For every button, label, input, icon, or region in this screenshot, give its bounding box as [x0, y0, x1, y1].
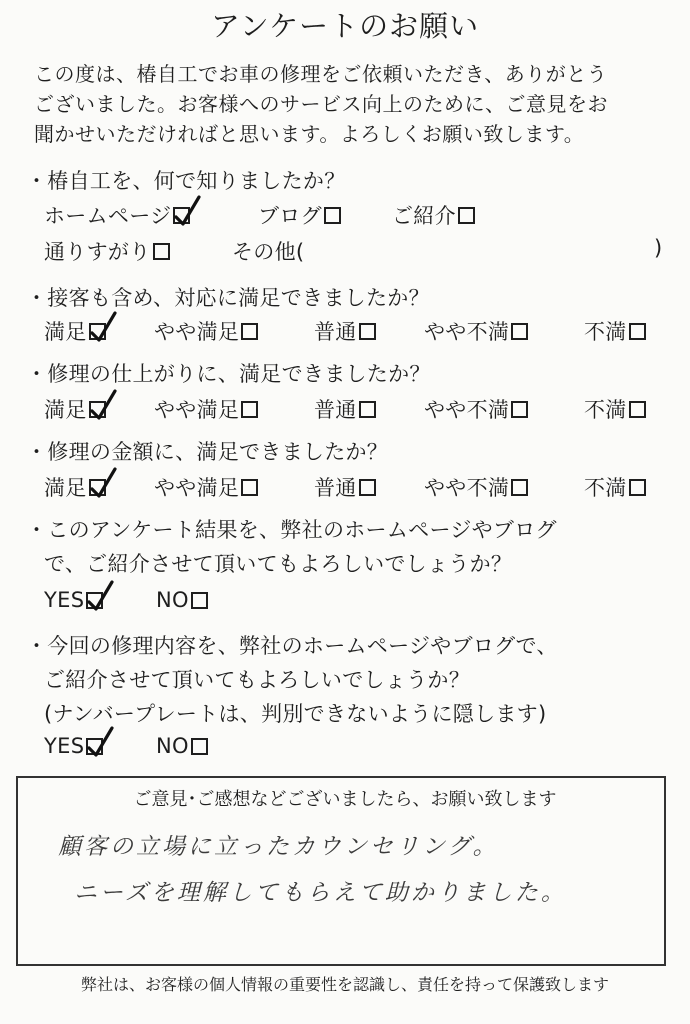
q4-neutral-checkbox[interactable] [359, 479, 376, 496]
q3-neutral-label: 普通 [314, 398, 357, 422]
q1-other-close-paren: ) [654, 236, 663, 260]
q6-option-yes[interactable] [44, 734, 103, 758]
q5-yes-checkbox[interactable] [86, 592, 103, 609]
q5-question-line-2: で、ご紹介させて頂いてもよろしいでしょうか？ [44, 552, 513, 576]
q5-option-no[interactable] [156, 588, 208, 612]
q4-somewhat-satisfied-label: やや満足 [154, 476, 240, 500]
q3-option-dissatisfied[interactable] [584, 394, 646, 424]
q2-option-neutral[interactable] [314, 316, 376, 346]
q2-option-somewhat-dissatisfied[interactable] [424, 316, 528, 346]
q2-question: ・接客も含め、対応に満足できましたか？ [26, 286, 430, 310]
q2-neutral-checkbox[interactable] [359, 323, 376, 340]
privacy-footer: 弊社は、お客様の個人情報の重要性を認識し、責任を持って保護致します [80, 975, 609, 994]
q3-somewhat-dissatisfied-label: やや不満 [424, 398, 510, 422]
checkmark-icon [88, 311, 118, 345]
checkmark-icon [88, 467, 118, 501]
q6-yes-checkbox[interactable] [86, 738, 103, 755]
q1-option-referral[interactable] [392, 200, 475, 230]
q2-option-somewhat-satisfied[interactable] [154, 316, 258, 346]
checkmark-icon [85, 726, 115, 760]
q1-blog-checkbox[interactable] [324, 207, 341, 224]
q6-question-line-3: (ナンバープレートは、判別できないように隠します) [44, 702, 547, 726]
q4-question: ・修理の金額に、満足できましたか？ [26, 440, 389, 464]
q2-option-satisfied[interactable] [44, 316, 106, 346]
page-title: アンケートのお願い [210, 9, 480, 43]
q4-neutral-label: 普通 [314, 476, 357, 500]
q2-options [44, 316, 674, 346]
q4-somewhat-dissatisfied-label: やや不満 [424, 476, 510, 500]
q6-question-line-1: ・今回の修理内容を、弊社のホームページやブログで、 [26, 634, 558, 658]
q3-dissatisfied-checkbox[interactable] [629, 401, 646, 418]
q2-somewhat-satisfied-label: やや満足 [154, 320, 240, 344]
q4-dissatisfied-label: 不満 [584, 476, 627, 500]
checkmark-icon [85, 580, 115, 614]
q2-dissatisfied-label: 不満 [584, 320, 627, 344]
q1-option-passing-by[interactable] [44, 236, 170, 266]
q5-option-yes[interactable] [44, 588, 103, 612]
q1-option-blog-label: ブログ [258, 204, 322, 228]
q5-no-checkbox[interactable] [191, 592, 208, 609]
q5-yes-label: YES [44, 588, 85, 612]
q4-satisfied-checkbox[interactable] [89, 479, 106, 496]
q6-question-line-2: ご紹介させて頂いてもよろしいでしょうか？ [44, 668, 470, 692]
q3-somewhat-satisfied-label: やや満足 [154, 398, 240, 422]
q2-neutral-label: 普通 [314, 320, 357, 344]
q1-question: ・椿自工を、何で知りましたか？ [26, 169, 346, 193]
q4-option-neutral[interactable] [314, 472, 376, 502]
q1-option-passing-by-label: 通りすがり [44, 240, 151, 264]
q4-somewhat-dissatisfied-checkbox[interactable] [511, 479, 528, 496]
q2-option-dissatisfied[interactable] [584, 316, 646, 346]
q6-yes-label: YES [44, 734, 85, 758]
q2-dissatisfied-checkbox[interactable] [629, 323, 646, 340]
q1-option-homepage-label: ホームページ [44, 204, 172, 228]
comment-line-2: ニーズを理解してもらえて助かりました。 [74, 880, 567, 906]
q4-dissatisfied-checkbox[interactable] [629, 479, 646, 496]
q3-options [44, 394, 674, 424]
q3-somewhat-dissatisfied-checkbox[interactable] [511, 401, 528, 418]
q1-option-referral-label: ご紹介 [392, 204, 456, 228]
q4-somewhat-satisfied-checkbox[interactable] [241, 479, 258, 496]
q3-somewhat-satisfied-checkbox[interactable] [241, 401, 258, 418]
q3-satisfied-checkbox[interactable] [89, 401, 106, 418]
q4-satisfied-label: 満足 [44, 476, 87, 500]
q3-neutral-checkbox[interactable] [359, 401, 376, 418]
q6-no-label: NO [156, 734, 189, 758]
checkmark-icon [88, 389, 118, 423]
q3-question: ・修理の仕上がりに、満足できましたか？ [26, 362, 431, 386]
q2-somewhat-dissatisfied-label: やや不満 [424, 320, 510, 344]
q1-option-other-label: その他( [232, 240, 305, 264]
q4-options [44, 472, 674, 502]
q1-homepage-checkbox[interactable] [173, 207, 190, 224]
q1-option-homepage[interactable] [44, 200, 190, 230]
q1-option-other[interactable] [232, 236, 304, 266]
q4-option-dissatisfied[interactable] [584, 472, 646, 502]
q5-no-label: NO [156, 588, 189, 612]
q3-option-somewhat-dissatisfied[interactable] [424, 394, 528, 424]
q3-dissatisfied-label: 不満 [584, 398, 627, 422]
q1-referral-checkbox[interactable] [458, 207, 475, 224]
q4-option-somewhat-satisfied[interactable] [154, 472, 258, 502]
q3-option-somewhat-satisfied[interactable] [154, 394, 258, 424]
checkmark-icon [172, 195, 202, 229]
comment-header: ご意見･ご感想などございましたら、お願い致します [133, 789, 557, 810]
q6-option-no[interactable] [156, 734, 208, 758]
q3-satisfied-label: 満足 [44, 398, 87, 422]
q2-satisfied-label: 満足 [44, 320, 87, 344]
q1-option-blog[interactable] [258, 200, 341, 230]
q6-no-checkbox[interactable] [191, 738, 208, 755]
q1-passing-by-checkbox[interactable] [153, 243, 170, 260]
q2-somewhat-satisfied-checkbox[interactable] [241, 323, 258, 340]
q4-option-satisfied[interactable] [44, 472, 106, 502]
q2-somewhat-dissatisfied-checkbox[interactable] [511, 323, 528, 340]
comment-line-1: 顧客の立場に立ったカウンセリング。 [58, 834, 499, 860]
intro-line-1: この度は、椿自工でお車の修理をご依頼いただき、ありがとう [34, 62, 608, 86]
intro-line-3: 聞かせいただければと思います。よろしくお願い致します。 [34, 122, 585, 146]
q4-option-somewhat-dissatisfied[interactable] [424, 472, 528, 502]
q5-question-line-1: ・このアンケート結果を、弊社のホームページやブログ [26, 518, 557, 542]
q3-option-satisfied[interactable] [44, 394, 106, 424]
q3-option-neutral[interactable] [314, 394, 376, 424]
q2-satisfied-checkbox[interactable] [89, 323, 106, 340]
intro-line-2: ございました。お客様へのサービス向上のために、ご意見をお [34, 92, 608, 116]
